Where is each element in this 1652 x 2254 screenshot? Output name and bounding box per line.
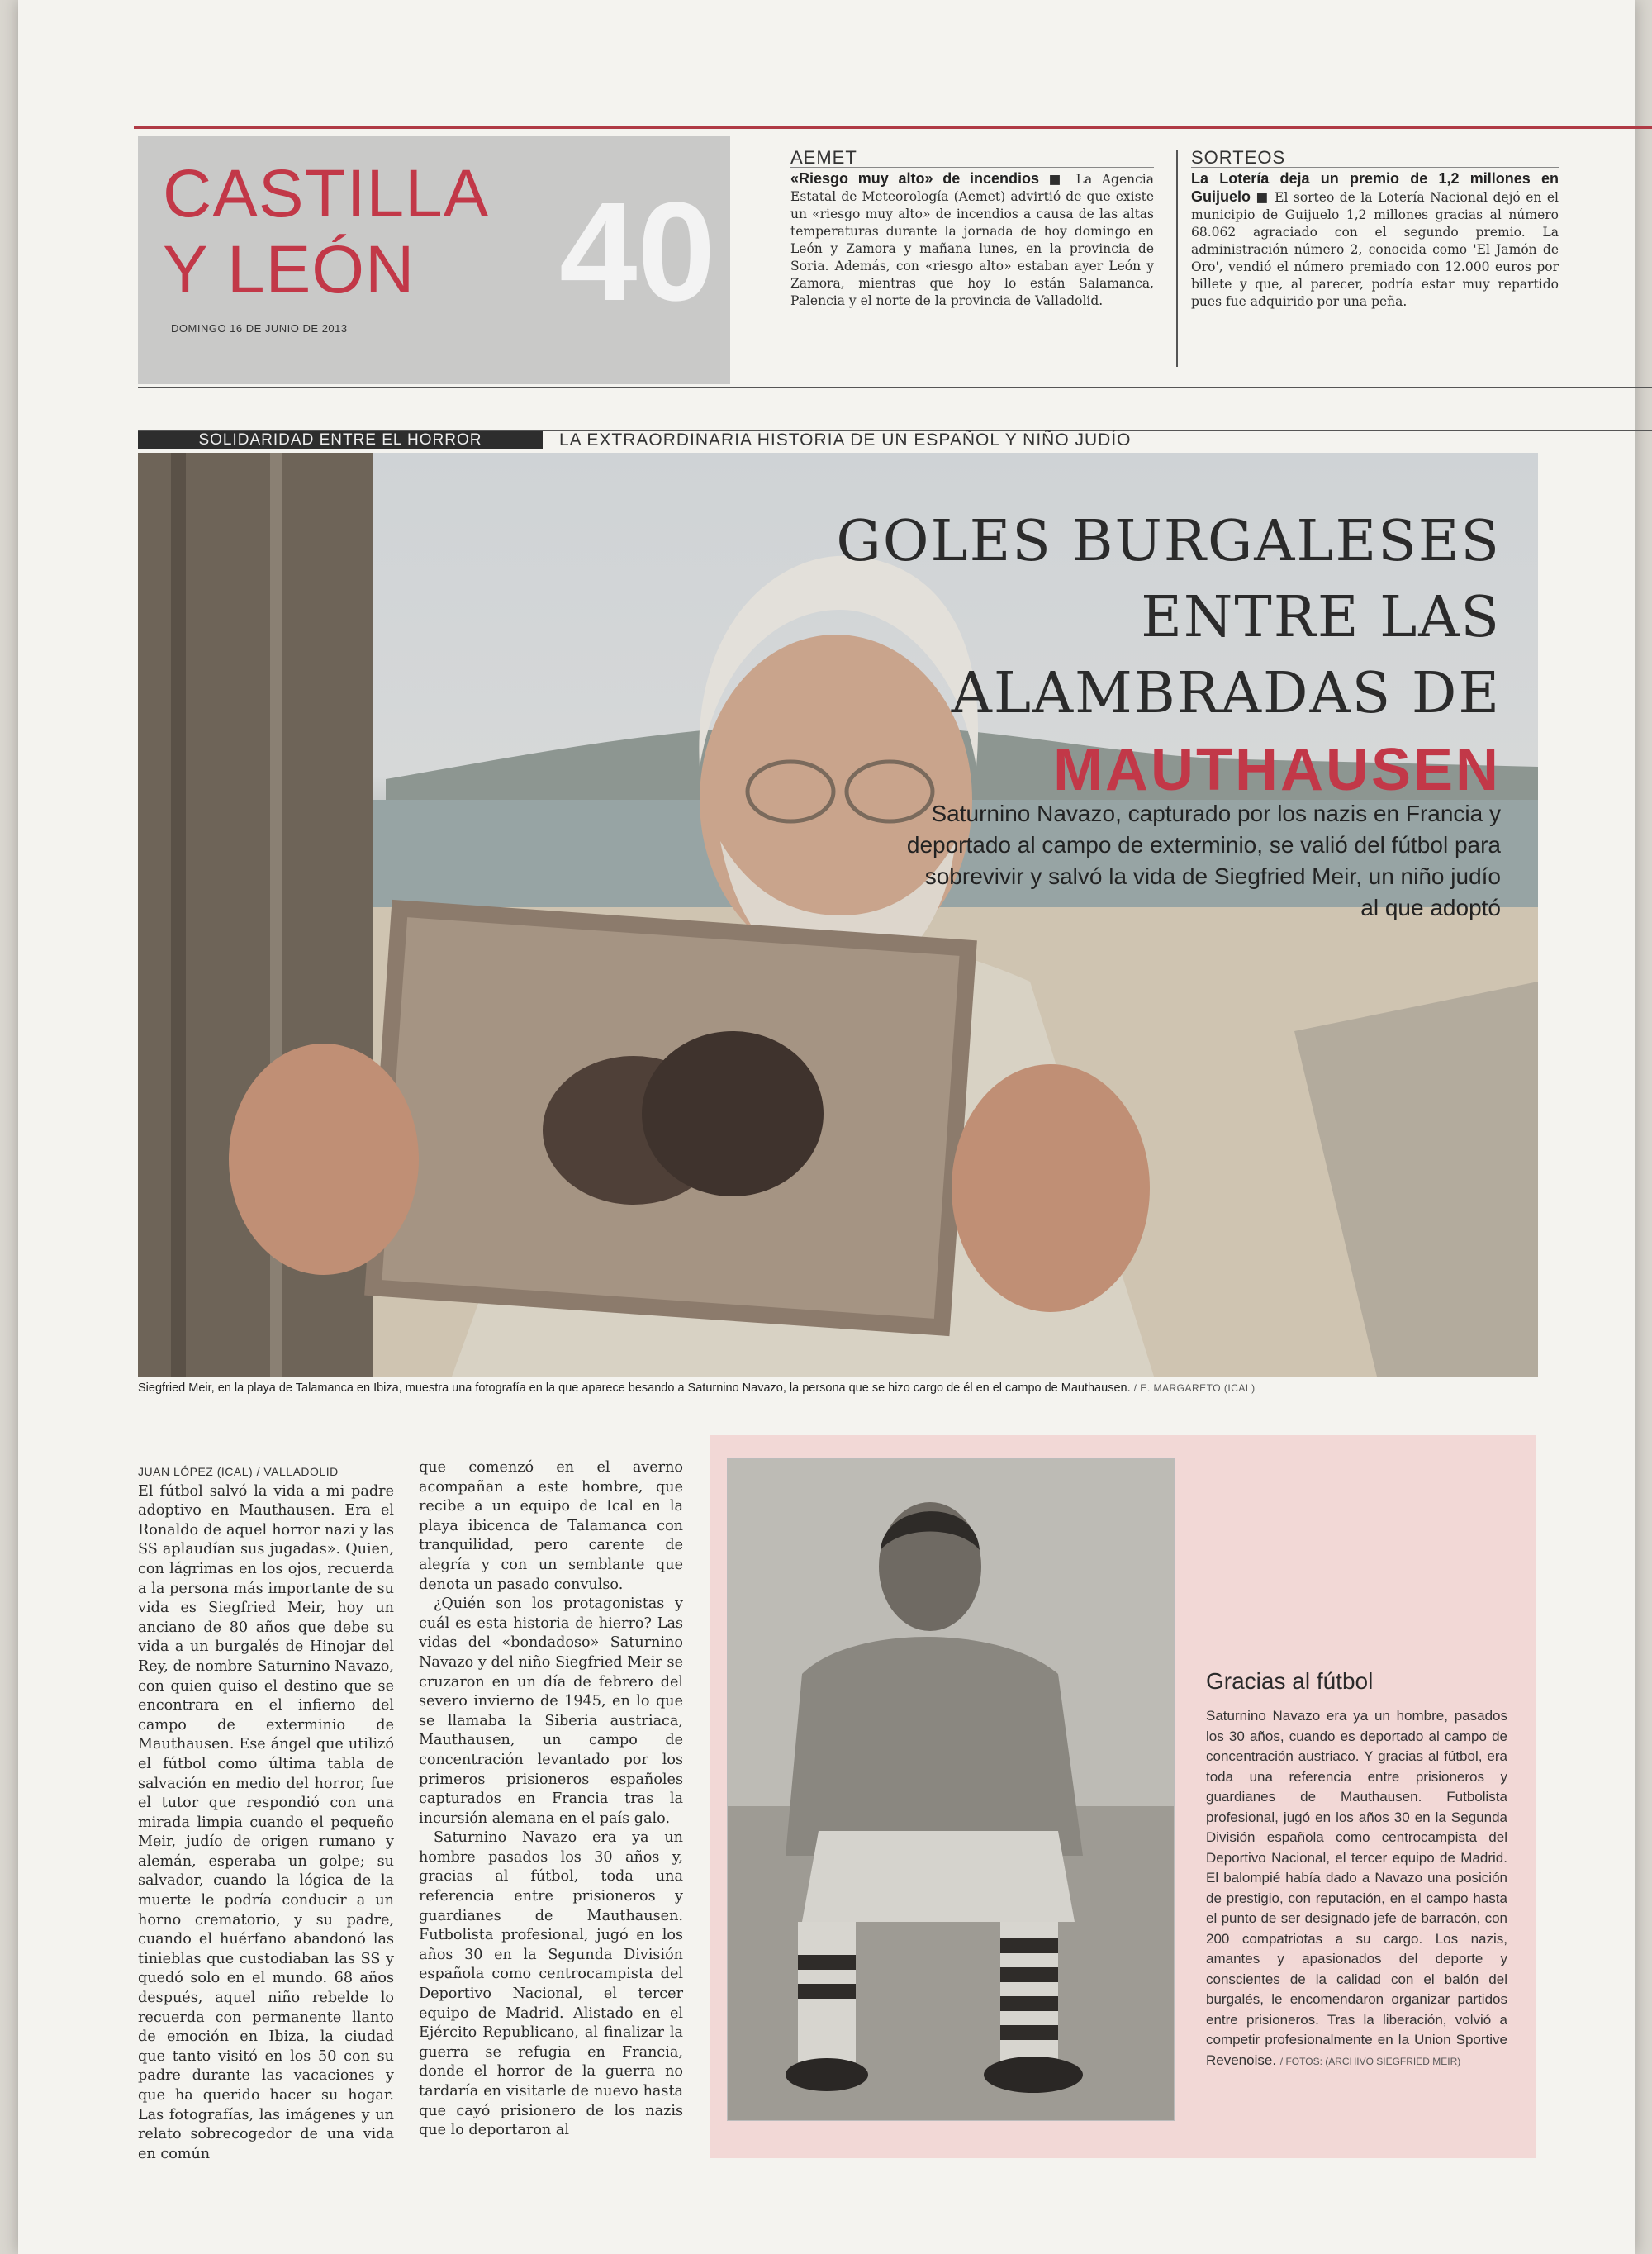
- article-paragraph: ¿Quién son los protagonistas y cuál es esta historia de hierro? Las vidas del «bondadoso» Saturnino Navazo y del niño Siegfried Meir se cruzaron en un día de febrero del severo invierno de 1945, en lo que se llamaba la Siberia austriaca, Mauthausen, un campo de concentración levantado por los primeros prisioneros españoles capturados en Francia tras la incursión alemana en el país galo.: [419, 1595, 683, 1827]
- issue-date: DOMINGO 16 DE JUNIO DE 2013: [171, 322, 348, 335]
- brief-text: La Agencia Estatal de Meteorología (Aemet) advirtió de que existe un «riesgo muy alto» de incendios a causa de las altas temperaturas durante la jornada de hoy domingo en León y Zamora y mañana lunes, en la provincia de Soria. Además, con «riesgo alto» estaban ayer León y Zamora, mientras que hoy lo están Salamanca, Palencia y el norte de la provincia de Valladolid.: [790, 172, 1154, 308]
- page-number: 40: [559, 174, 716, 330]
- headline-accent: MAUTHAUSEN: [1053, 737, 1501, 803]
- article-column-1: [138, 1462, 394, 2164]
- sidebar-box: [710, 1435, 1536, 2158]
- brief-kicker: AEMET: [790, 149, 1154, 168]
- photo-caption: [138, 1381, 1542, 1395]
- headline-line1: GOLES BURGALESES: [836, 509, 1501, 574]
- article-paragraph: El fútbol salvó la vida a mi padre adoptivo en Mauthausen. Era el Ronaldo de aquel horror nazi y las SS aplaudían sus jugadas». Quien, con lágrimas en los ojos, recuerda a la persona más importante de su vida es Siegfried Meir, hoy un anciano de 80 años que debe su vida a un burgalés de Hinojar del Rey, de nombre Saturnino Navazo, con quien quiso el destino que se encontrara en el infierno del campo de exterminio de Mauthausen. Ese ángel que utilizó el fútbol como última tabla de salvación en medio del horror, fue el tutor que respondió con una mirada limpia cuando el pequeño Meir, judío de origen rumano y alemán, esperaba un golpe; su salvador, cuando la lógica de la muerte le podría conducir a un horno crematorio, y su padre, cuando el huérfano abandonó las tinieblas que custodiaban las SS y quedó solo en el mundo. 68 años después, aquel niño rebelde lo recuerda con permanente llanto de emoción en Ibiza, la ciudad que tanto visitó en los 50 con su padre durante las vacaciones y que ha querido hacer su hogar. Las fotografías, las imágenes y un relato sobrecogedor de una vida en común: [138, 1482, 394, 2162]
- section-bar: [138, 430, 1652, 449]
- brief-lead: La Lotería deja un premio de 1,2 millones en Guijuelo: [1191, 170, 1559, 205]
- section-title-line1: CASTILLA: [163, 156, 490, 231]
- sidebar-title: Gracias al fútbol: [1206, 1668, 1374, 1694]
- article-column-2: [419, 1458, 683, 2141]
- article-paragraph: que comenzó en el averno acompañan a este hombre, que recibe a un equipo de Ical en la playa ibicenca de Talamanca con tranquilidad, pero carente de alegría y con un semblante que denota un pasado convulso.: [419, 1459, 683, 1593]
- article-subhead: Saturnino Navazo, capturado por los nazis en Francia y deportado al campo de exterminio, se valió del fútbol para sobrevivir y salvó la vida de Siegfried Meir, un niño judío al que adoptó: [906, 801, 1501, 920]
- sidebar-body: Saturnino Navazo era ya un hombre, pasados los 30 años, cuando es deportado al campo de concentración austriaco. Y gracias al fútbol, era toda una referencia entre prisioneros y guardianes de Mauthausen. Futbolista profesional, jugó en los años 30 en la Segunda División española como centrocampista del Deportivo Nacional, el tercer equipo de Madrid. El balompié había dado a Navazo una posición de prestigio, con reputación, en el campo hasta el punto de ser designado jefe de barracón, con 200 compatriotas a su cargo. Los nazis, amantes y apasionados del deporte y conscientes de la calidad con el balón del burgalés, le encomendaron organizar partidos entre prisioneros. Tras la liberación, volvió a competir profesionalmente en la Union Sportive Revenoise.: [1206, 1708, 1507, 2068]
- sidebar-photo: [727, 1458, 1175, 2121]
- sidebar-text: [1206, 1706, 1507, 2071]
- section-subtitle: LA EXTRAORDINARIA HISTORIA DE UN ESPAÑOL Y NIÑO JUDÍO: [559, 430, 1132, 449]
- newspaper-page: [18, 0, 1635, 2254]
- header-red-rule: [134, 126, 1652, 129]
- caption-credit: / E. MARGARETO (ICAL): [1133, 1382, 1256, 1394]
- article-paragraph: Saturnino Navazo era ya un hombre pasados los 30 años y, gracias al fútbol, toda una referencia entre prisioneros y guardianes de Mauthausen. Futbolista profesional, jugó en los años 30 en la Segunda División española como centrocampista del Deportivo Nacional, el tercer equipo de Madrid. Alistado en el Ejército Republicano, al finalizar la guerra se refugia en Francia, donde el horror de la guerra no tardaría en visitarle de nuevo hasta que cayó prisionero de los nazis que lo deportaron al: [419, 1829, 683, 2139]
- headline-line3: ALAMBRADAS DE: [951, 661, 1501, 726]
- byline: JUAN LÓPEZ (ICAL) / VALLADOLID: [138, 1465, 339, 1478]
- brief-aemet: [790, 149, 1154, 310]
- main-photo: [138, 453, 1538, 1377]
- section-title-line2: Y LEÓN: [163, 232, 415, 307]
- section-tag: SOLIDARIDAD ENTRE EL HORROR: [138, 431, 543, 449]
- brief-text: El sorteo de la Lotería Nacional dejó en el municipio de Guijuelo 1,2 millones gracias al número 68.062 agraciado con el segundo premio. La administración número 2, conocida como 'El Jamón de Oro', vendió el número premiado con 12.000 euros por billete y que, al parecer, podría estar muy repartido pues fue adquirido por una peña.: [1191, 190, 1559, 309]
- sidebar-photo-illustration: [728, 1459, 1174, 2120]
- section-title: [163, 156, 489, 308]
- brief-separator: ■: [1256, 190, 1275, 205]
- caption-text: Siegfried Meir, en la playa de Talamanca en Ibiza, muestra una fotografía en la que aparece besando a Saturnino Navazo, la persona que se hizo cargo de él en el campo de Mauthausen.: [138, 1381, 1131, 1395]
- brief-separator: ■: [1048, 172, 1076, 187]
- headline-line2: ENTRE LAS: [1141, 585, 1501, 650]
- brief-sorteos: [1191, 149, 1559, 311]
- brief-lead: «Riesgo muy alto» de incendios: [790, 170, 1039, 187]
- brief-kicker: SORTEOS: [1191, 149, 1559, 168]
- sidebar-credit: / FOTOS: (ARCHIVO SIEGFRIED MEIR): [1279, 2055, 1461, 2067]
- masthead: [138, 136, 730, 384]
- header-bottom-rule: [138, 387, 1652, 388]
- article-headline: [836, 504, 1501, 808]
- column-divider: [1176, 150, 1178, 367]
